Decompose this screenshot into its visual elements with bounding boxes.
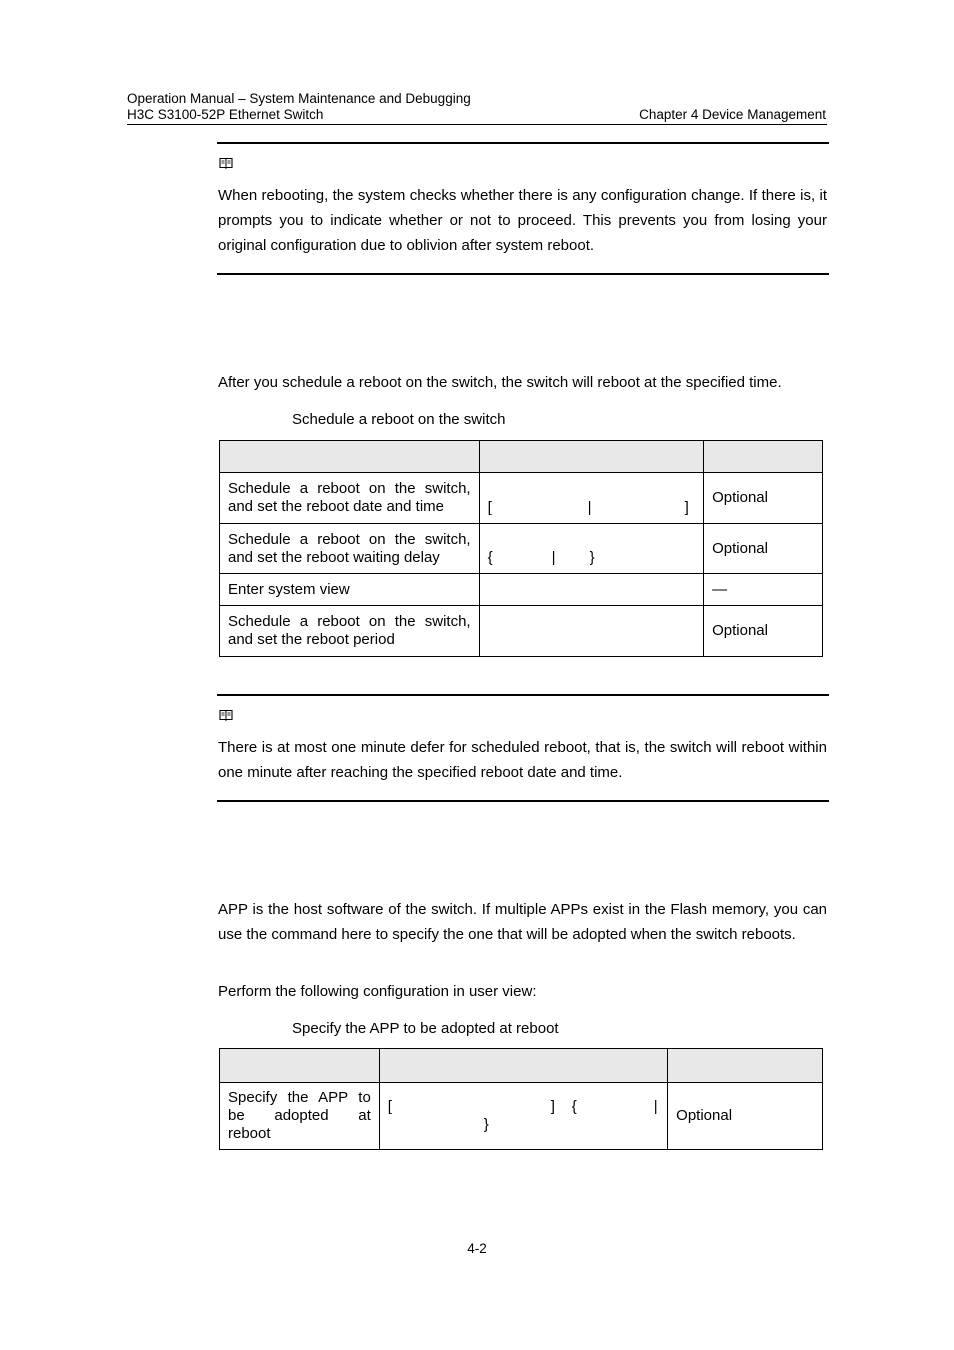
note-bottom-rule <box>217 800 829 802</box>
table-row <box>220 524 823 574</box>
operation-text: Schedule a reboot on the switch, <box>228 480 471 497</box>
table-header-row <box>220 1049 823 1083</box>
note-reboot-defer: There is at most one minute defer for scheduled reboot, that is, the switch will reboot within one minute after reaching the specified reboot date and time. <box>218 739 827 781</box>
remarks-cell: Optional <box>704 473 823 524</box>
operation-text: and set the reboot period <box>228 631 395 648</box>
operation-text: Schedule a reboot on the switch, <box>228 613 471 630</box>
product-name: H3C S3100-52P Ethernet Switch <box>127 107 324 122</box>
operation-text: Schedule a reboot on the switch, <box>228 530 471 548</box>
remarks-cell: — <box>704 574 823 606</box>
header-rule <box>127 124 827 125</box>
operation-text: Specify the APP to <box>228 1089 371 1106</box>
note-top-rule <box>217 142 829 144</box>
command-syntax: [ | ] <box>487 499 689 516</box>
book-note-icon <box>219 157 233 169</box>
operation-text: and set the reboot waiting delay <box>228 548 440 566</box>
note-bottom-rule <box>217 273 829 275</box>
table-row <box>220 1083 823 1150</box>
table-row <box>220 606 823 657</box>
chapter-title: Chapter 4 Device Management <box>639 107 826 122</box>
operation-text: reboot <box>228 1125 271 1142</box>
schedule-reboot-intro: After you schedule a reboot on the switch, the switch will reboot at the specified time. <box>218 374 782 391</box>
command-syntax: [ ] { | } <box>387 1098 658 1133</box>
user-view-instruction: Perform the following configuration in user view: <box>218 983 537 1000</box>
operation-text: Enter system view <box>220 574 480 606</box>
table-header-row <box>220 441 823 473</box>
book-note-icon <box>219 709 233 721</box>
app-intro: APP is the host software of the switch. If multiple APPs exist in the Flash memory, you can use the command here to specify the one that will be adopted when the switch reboots. <box>218 901 827 943</box>
operation-text: be adopted at <box>228 1107 371 1124</box>
note-top-rule <box>217 694 829 696</box>
table-caption-schedule-reboot: Schedule a reboot on the switch <box>292 411 506 428</box>
schedule-reboot-table <box>219 440 823 657</box>
note-reboot-config-check: When rebooting, the system checks whether there is any configuration change. If there is, it prompts you to indicate whether or not to proceed. This prevents you from losing your original configuration due to oblivion after system reboot. <box>218 187 827 254</box>
operation-text: and set the reboot date and time <box>228 498 444 515</box>
manual-title: Operation Manual – System Maintenance and Debugging <box>127 91 471 106</box>
table-row <box>220 473 823 524</box>
remarks-cell: Optional <box>704 524 823 574</box>
app-reboot-table <box>219 1048 823 1150</box>
page-number: 4-2 <box>467 1241 487 1256</box>
remarks-cell: Optional <box>704 606 823 657</box>
table-row <box>220 574 823 606</box>
remarks-cell: Optional <box>668 1083 823 1150</box>
table-caption-app-reboot: Specify the APP to be adopted at reboot <box>292 1020 559 1037</box>
command-syntax: { | } <box>487 549 595 566</box>
